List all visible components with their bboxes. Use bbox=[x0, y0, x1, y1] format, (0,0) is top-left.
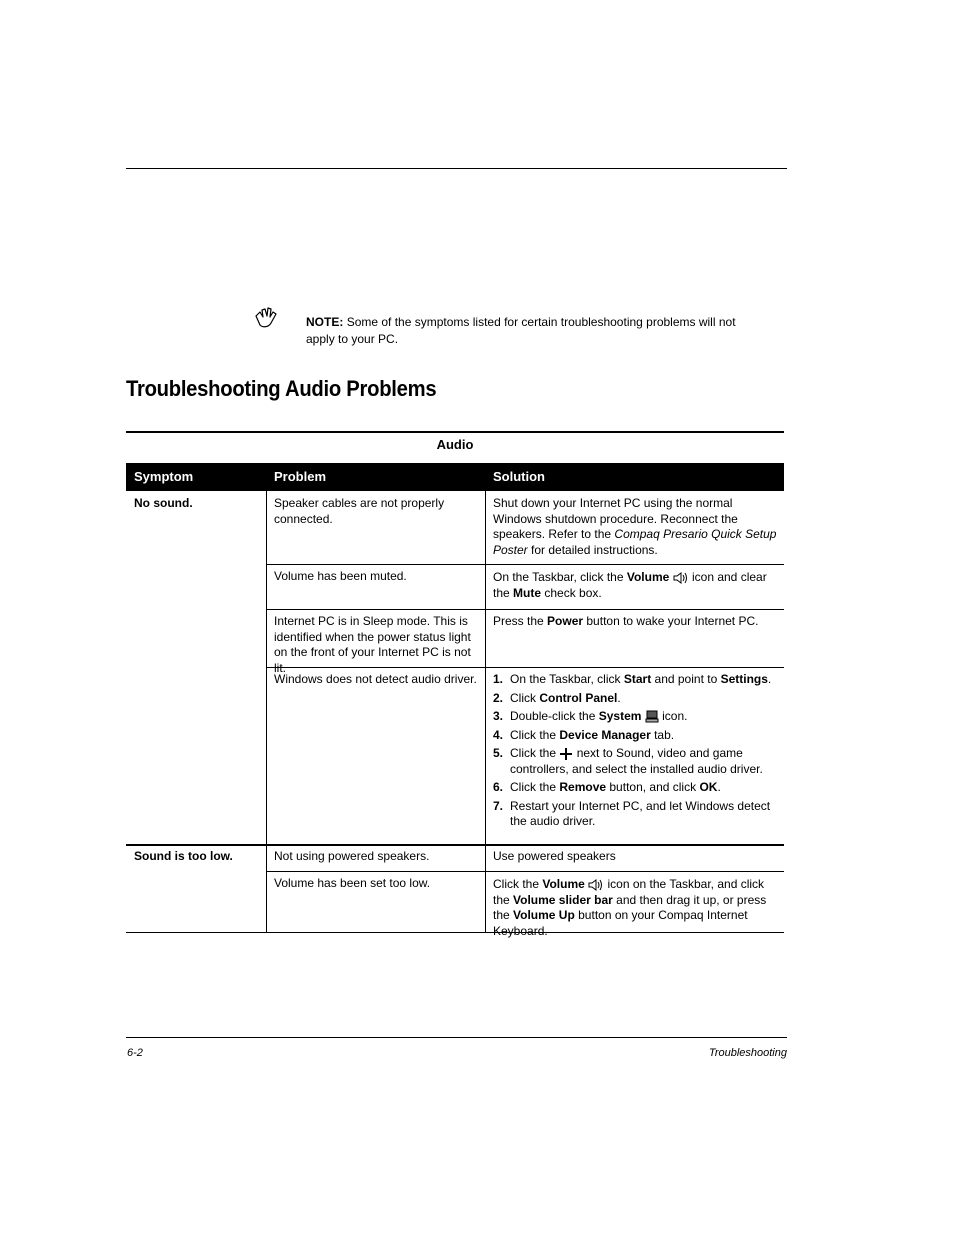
page-title: Troubleshooting Audio Problems bbox=[126, 376, 437, 401]
table-header bbox=[126, 463, 784, 491]
plus-icon bbox=[559, 747, 573, 761]
step-item bbox=[493, 691, 782, 707]
solution-text: icon and clear the bbox=[493, 570, 767, 600]
poster-title: Compaq Presario Quick Setup Poster bbox=[493, 527, 777, 557]
note-body: Some of the symptoms listed for certain troubleshooting problems will not apply to your PC. bbox=[306, 315, 736, 346]
step-text: Click the bbox=[510, 727, 560, 742]
solution-text: Click the bbox=[493, 877, 543, 891]
step-text: . bbox=[767, 672, 772, 686]
footer-rule bbox=[126, 1037, 787, 1038]
problem-cell: Internet PC is in Sleep mode. This is identified when the power status light on the front of your Internet PC is not lit. bbox=[274, 614, 471, 675]
step-text: and point to bbox=[651, 672, 721, 686]
step-bold: System bbox=[598, 709, 642, 723]
step-text: button, and click bbox=[606, 780, 700, 794]
page-number: 6-2 bbox=[127, 1047, 143, 1059]
solution-cell bbox=[493, 570, 781, 601]
step-text: On the Taskbar, click bbox=[510, 672, 624, 686]
step-number: 2. bbox=[493, 690, 504, 705]
solution-steps bbox=[493, 672, 782, 833]
footer-section: Troubleshooting bbox=[708, 1047, 787, 1059]
row-divider bbox=[266, 564, 784, 565]
step-number: 7. bbox=[493, 798, 504, 813]
symptom-no-sound: No sound. bbox=[134, 496, 193, 510]
solution-text: and then drag it up, or press the bbox=[493, 892, 767, 922]
step-number: 4. bbox=[493, 727, 504, 742]
step-item bbox=[493, 672, 782, 688]
speaker-icon bbox=[673, 571, 689, 585]
solution-text: Shut down your Internet PC using the normal Windows shutdown procedure. Reconnect the speakers. Refer to the bbox=[493, 496, 738, 541]
column-divider bbox=[266, 491, 267, 932]
row-divider bbox=[266, 871, 784, 872]
top-rule bbox=[126, 168, 787, 169]
computer-icon bbox=[645, 710, 659, 723]
note-hand-icon bbox=[254, 306, 278, 330]
solution-text: Press the bbox=[493, 614, 548, 628]
step-text: . bbox=[617, 690, 621, 705]
problem-cell: Windows does not detect audio driver. bbox=[274, 672, 477, 686]
problem-cell: Speaker cables are not properly connected. bbox=[274, 496, 445, 526]
solution-bold: Mute bbox=[513, 585, 542, 600]
step-text: Click the bbox=[510, 746, 560, 760]
step-bold: Start bbox=[623, 672, 652, 686]
step-text: tab. bbox=[650, 727, 675, 742]
step-bold: Remove bbox=[559, 780, 607, 794]
solution-text: button on your Compaq Internet Keyboard. bbox=[493, 908, 748, 938]
solution-text: check box. bbox=[541, 585, 602, 600]
speaker-icon bbox=[588, 878, 604, 892]
header-solution: Solution bbox=[493, 469, 545, 484]
step-text: next to Sound, video and game controllers, and select the installed audio driver. bbox=[510, 746, 763, 776]
step-text: Restart your Internet PC, and let Windows detect the audio driver. bbox=[510, 798, 771, 828]
note-text bbox=[306, 314, 736, 348]
problem-cell: Volume has been set too low. bbox=[274, 876, 431, 890]
step-item bbox=[493, 780, 782, 796]
group-divider bbox=[126, 844, 784, 846]
solution-text: button to wake your Internet PC. bbox=[583, 614, 759, 628]
step-item bbox=[493, 746, 782, 777]
table-top-rule bbox=[126, 431, 784, 433]
solution-bold: Power bbox=[547, 614, 584, 628]
table-title: Audio bbox=[436, 437, 474, 452]
step-number: 5. bbox=[493, 746, 504, 760]
step-bold: Settings bbox=[720, 672, 768, 686]
problem-cell: Volume has been muted. bbox=[274, 569, 407, 583]
problem-cell: Not using powered speakers. bbox=[274, 849, 430, 863]
solution-bold: Volume slider bar bbox=[513, 892, 613, 907]
solution-text: icon on the Taskbar, and click the bbox=[493, 877, 765, 907]
column-divider bbox=[485, 491, 486, 932]
solution-cell bbox=[493, 614, 781, 630]
step-text: Click the bbox=[510, 780, 560, 794]
note-label: NOTE: bbox=[306, 315, 344, 329]
solution-cell bbox=[493, 877, 783, 939]
solution-cell bbox=[493, 496, 781, 558]
header-problem: Problem bbox=[274, 469, 327, 484]
header-symptom: Symptom bbox=[134, 469, 194, 484]
step-number: 6. bbox=[493, 780, 504, 794]
step-text: . bbox=[717, 780, 721, 794]
step-number: 1. bbox=[493, 672, 504, 686]
step-item bbox=[493, 799, 782, 830]
step-text: icon. bbox=[658, 709, 688, 723]
step-item bbox=[493, 728, 782, 744]
solution-bold: Volume bbox=[626, 570, 670, 584]
step-bold: Device Manager bbox=[559, 727, 651, 742]
row-divider bbox=[266, 609, 784, 610]
step-bold: OK bbox=[699, 780, 718, 794]
solution-text: On the Taskbar, click the bbox=[493, 570, 627, 584]
step-number: 3. bbox=[493, 709, 504, 723]
symptom-sound-low: Sound is too low. bbox=[134, 849, 233, 863]
step-item bbox=[493, 709, 782, 725]
solution-cell: Use powered speakers bbox=[493, 849, 616, 863]
solution-bold: Volume bbox=[542, 877, 585, 891]
step-text: Click bbox=[510, 690, 540, 705]
step-text: Double-click the bbox=[510, 709, 599, 723]
solution-bold: Volume Up bbox=[513, 908, 575, 922]
solution-text: for detailed instructions. bbox=[527, 542, 658, 557]
step-bold: Control Panel bbox=[539, 690, 618, 705]
